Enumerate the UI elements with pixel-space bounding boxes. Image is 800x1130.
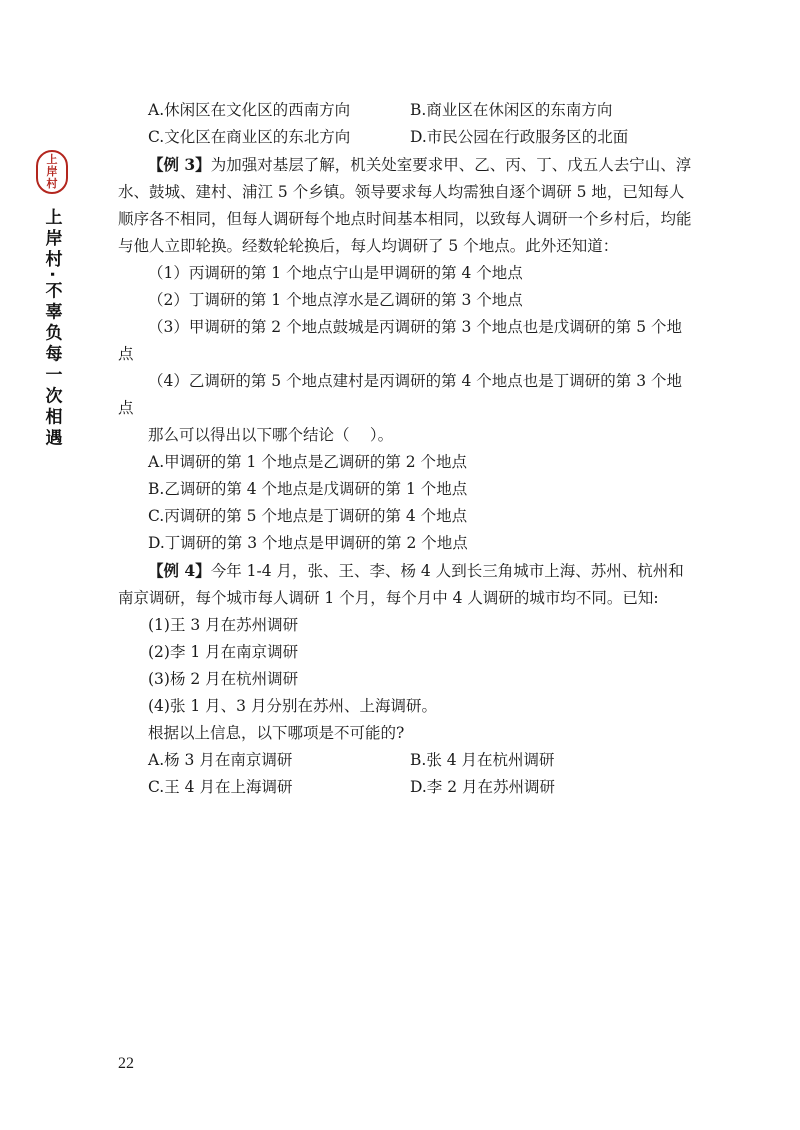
example-3-option-c: C.丙调研的第 5 个地点是丁调研的第 4 个地点 bbox=[148, 507, 468, 525]
seal-char: 岸 bbox=[46, 165, 58, 178]
example-3-option-a: A.甲调研的第 1 个地点是乙调研的第 2 个地点 bbox=[148, 453, 468, 471]
example-3-option-d: D.丁调研的第 3 个地点是甲调研的第 2 个地点 bbox=[148, 534, 468, 552]
brand-slogan: 上岸村·不辜负每一次相遇 bbox=[41, 208, 62, 450]
example-4-option-a: A.杨 3 月在南京调研 bbox=[148, 751, 293, 769]
brand-seal-logo bbox=[36, 150, 68, 194]
example-4-label: 【例 4】 bbox=[148, 561, 211, 580]
seal-char: 上 bbox=[46, 153, 58, 166]
example-4-condition-2: (2)李 1 月在南京调研 bbox=[148, 643, 299, 661]
example-4-option-b: B.张 4 月在杭州调研 bbox=[410, 751, 555, 769]
seal-char: 村 bbox=[46, 177, 58, 190]
example-4-condition-4: (4)张 1 月、3 月分别在苏州、上海调研。 bbox=[148, 697, 437, 715]
option-b: B.商业区在休闲区的东南方向 bbox=[410, 101, 613, 119]
option-c: C.文化区在商业区的东北方向 bbox=[148, 128, 351, 146]
example-4-intro-text: 今年 1-4 月，张、王、李、杨 4 人到长三角城市上海、苏州、杭州和南京调研，每个城市每人调研 1 个月，每个月中 4 人调研的城市均不同。已知: bbox=[118, 562, 684, 607]
option-d: D.市民公园在行政服务区的北面 bbox=[410, 128, 629, 146]
example-3-condition-2: （2）丁调研的第 1 个地点淳水是乙调研的第 3 个地点 bbox=[148, 291, 523, 309]
example-4-option-c: C.王 4 月在上海调研 bbox=[148, 778, 293, 796]
prev-options-row-1 bbox=[118, 97, 693, 124]
example-4-condition-1: (1)王 3 月在苏州调研 bbox=[148, 616, 299, 634]
example-4-options-row-1 bbox=[118, 747, 693, 774]
example-4-intro bbox=[118, 557, 693, 612]
example-3-condition-4: （4）乙调研的第 5 个地点建村是丙调研的第 4 个地点也是丁调研的第 3 个地点 bbox=[118, 372, 683, 417]
example-4-question: 根据以上信息，以下哪项是不可能的? bbox=[148, 724, 405, 742]
side-brand bbox=[32, 150, 72, 449]
option-a: A.休闲区在文化区的西南方向 bbox=[148, 101, 351, 119]
example-3-condition-1: （1）丙调研的第 1 个地点宁山是甲调研的第 4 个地点 bbox=[148, 264, 523, 282]
example-3-label: 【例 3】 bbox=[148, 155, 211, 174]
example-4-option-d: D.李 2 月在苏州调研 bbox=[410, 778, 556, 796]
example-3-option-b: B.乙调研的第 4 个地点是戊调研的第 1 个地点 bbox=[148, 480, 468, 498]
example-3-question: 那么可以得出以下哪个结论（ ）。 bbox=[148, 426, 394, 444]
main-content bbox=[118, 97, 693, 801]
example-4-condition-3: (3)杨 2 月在杭州调研 bbox=[148, 670, 299, 688]
example-4-options-row-2 bbox=[118, 774, 693, 801]
example-3-intro-text: 为加强对基层了解，机关处室要求甲、乙、丙、丁、戊五人去宁山、淳水、鼓城、建村、浦江 5 个乡镇。领导要求每人均需独自逐个调研 5 地，已知每人顺序各不相同，但每人调研每个地点时间基本相同，以致每人调研一个乡村后，均能与他人立即轮换。经数轮轮换后，每人均调研了 5 个地点。此外还知道： bbox=[118, 156, 692, 255]
prev-options-row-2 bbox=[118, 124, 693, 151]
page-number: 22 bbox=[118, 1055, 134, 1072]
example-3-condition-3: （3）甲调研的第 2 个地点鼓城是丙调研的第 3 个地点也是戊调研的第 5 个地点 bbox=[118, 318, 683, 363]
example-3-intro bbox=[118, 151, 693, 260]
